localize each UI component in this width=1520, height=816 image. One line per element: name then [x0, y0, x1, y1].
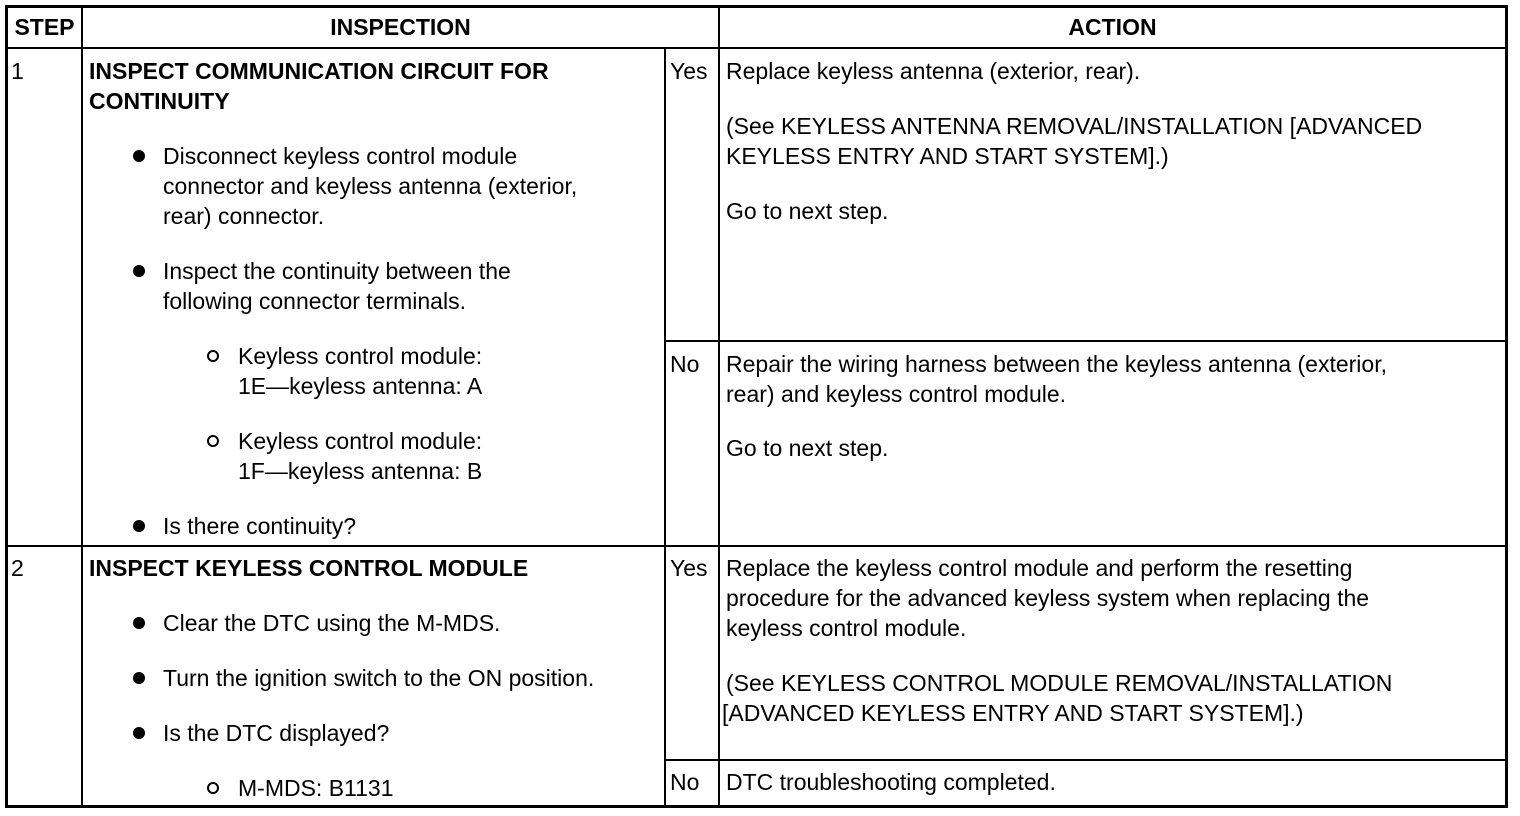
table-border-left	[5, 5, 8, 808]
inspection-sub-bullet: 1F—keyless antenna: B	[238, 458, 483, 484]
bullet-icon	[133, 520, 145, 532]
step-title: INSPECT KEYLESS CONTROL MODULE	[89, 555, 529, 581]
bullet-icon	[133, 150, 145, 162]
inspection-bullet: Disconnect keyless control module	[163, 143, 518, 169]
table-border-bottom	[5, 805, 1508, 808]
header-divider	[5, 47, 1508, 49]
sub-bullet-icon	[207, 782, 219, 794]
header-inspection: INSPECTION	[330, 14, 471, 40]
result-column-divider	[664, 47, 666, 808]
step-number: 1	[11, 58, 24, 84]
step-title: CONTINUITY	[89, 88, 230, 114]
bullet-icon	[133, 265, 145, 277]
yes-action: procedure for the advanced keyless system when replacing the	[726, 585, 1370, 611]
header-step: STEP	[14, 14, 75, 40]
yes-label: Yes	[670, 555, 708, 581]
table-border-top	[5, 5, 1508, 8]
bullet-icon	[133, 617, 145, 629]
row1-yes-no-divider	[664, 340, 1508, 342]
step-title: INSPECT COMMUNICATION CIRCUIT FOR	[89, 58, 549, 84]
yes-action: [ADVANCED KEYLESS ENTRY AND START SYSTEM].)	[722, 700, 1304, 726]
row-divider	[5, 545, 1508, 547]
inspection-sub-bullet: Keyless control module:	[238, 428, 483, 454]
inspection-bullet: Is there continuity?	[163, 513, 357, 539]
inspection-bullet: following connector terminals.	[163, 288, 466, 314]
inspection-bullet: Inspect the continuity between the	[163, 258, 511, 284]
step-number: 2	[11, 555, 24, 581]
step-column-divider	[81, 5, 83, 808]
no-action: DTC troubleshooting completed.	[726, 769, 1056, 795]
table-border-right	[1505, 5, 1508, 808]
bullet-icon	[133, 727, 145, 739]
row2-yes-no-divider	[664, 759, 1508, 761]
inspection-bullet: Clear the DTC using the M-MDS.	[163, 610, 501, 636]
inspection-bullet: Turn the ignition switch to the ON position.	[163, 665, 595, 691]
sub-bullet-icon	[207, 435, 219, 447]
yes-label: Yes	[670, 58, 708, 84]
inspection-bullet: Is the DTC displayed?	[163, 720, 390, 746]
action-column-divider	[718, 5, 720, 808]
no-label: No	[670, 769, 700, 795]
no-action: Go to next step.	[726, 435, 889, 461]
yes-action: (See KEYLESS ANTENNA REMOVAL/INSTALLATION [ADVANCED	[726, 113, 1423, 139]
yes-action: Replace the keyless control module and perform the resetting	[726, 555, 1353, 581]
inspection-bullet: rear) connector.	[163, 203, 325, 229]
header-action: ACTION	[1068, 14, 1157, 40]
bullet-icon	[133, 672, 145, 684]
inspection-sub-bullet: Keyless control module:	[238, 343, 483, 369]
yes-action: (See KEYLESS CONTROL MODULE REMOVAL/INSTALLATION	[726, 670, 1393, 696]
inspection-sub-bullet: M-MDS: B1131	[238, 775, 394, 801]
sub-bullet-icon	[207, 350, 219, 362]
no-action: rear) and keyless control module.	[726, 381, 1067, 407]
yes-action: Replace keyless antenna (exterior, rear).	[726, 58, 1141, 84]
inspection-sub-bullet: 1E—keyless antenna: A	[238, 373, 483, 399]
inspection-bullet: connector and keyless antenna (exterior,	[163, 173, 578, 199]
no-label: No	[670, 351, 700, 377]
yes-action: Go to next step.	[726, 198, 889, 224]
yes-action: KEYLESS ENTRY AND START SYSTEM].)	[726, 143, 1169, 169]
yes-action: keyless control module.	[726, 615, 967, 641]
no-action: Repair the wiring harness between the keyless antenna (exterior,	[726, 351, 1387, 377]
